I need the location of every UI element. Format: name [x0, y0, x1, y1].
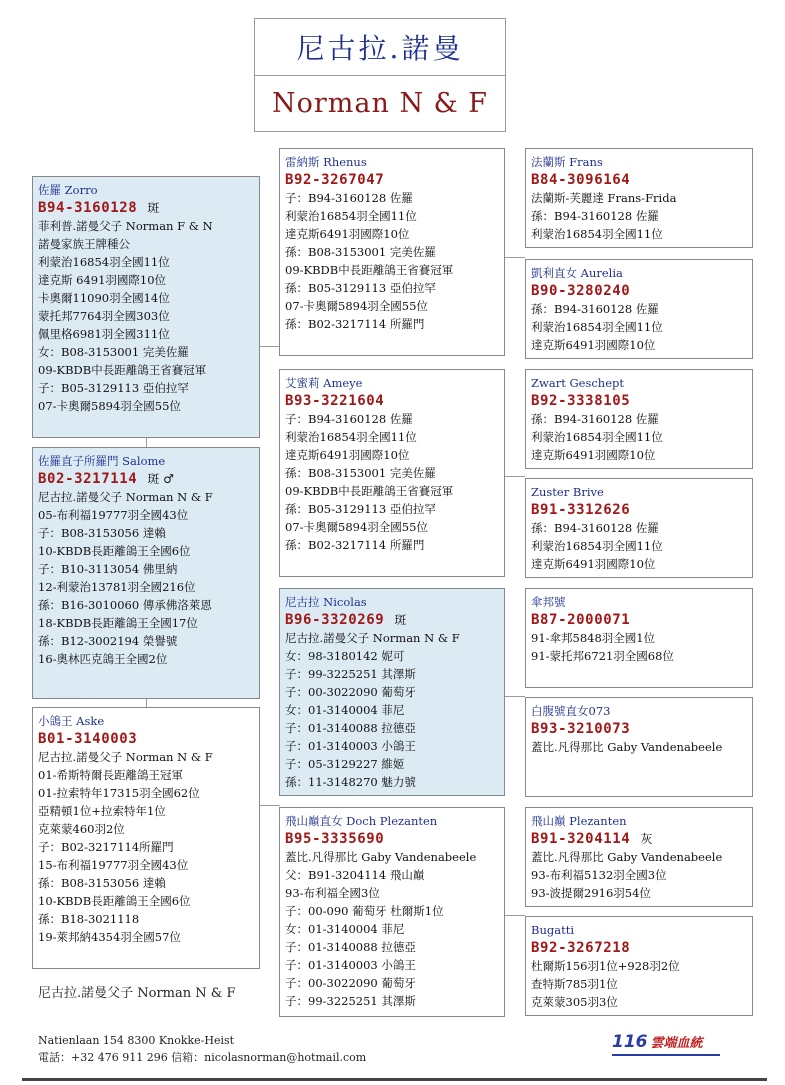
card-line: 07-卡奧爾5894羽全國55位 — [285, 299, 428, 313]
pedigree-card-plezanten — [525, 807, 753, 907]
card-name: 飛山巔直女 Doch Plezanten — [285, 814, 438, 828]
card-line: 07-卡奧爾5894羽全國55位 — [38, 399, 181, 413]
card-line: 孫：B08-3153056 達賴 — [38, 876, 166, 890]
card-line: 杜爾斯156羽1位+928羽2位 — [531, 959, 680, 973]
card-line: 孫：B94-3160128 佐羅 — [531, 302, 659, 316]
connector — [504, 696, 525, 697]
card-line: 子：00-3022090 葡萄牙 — [285, 685, 416, 699]
card-line: 法蘭斯-芙麗達 Frans-Frida — [531, 191, 677, 205]
card-line: 10-KBDB長距離鴿王全國6位 — [38, 894, 191, 908]
card-line: 孫：B18-3021118 — [38, 912, 140, 926]
card-line: 達克斯6491羽國際10位 — [531, 338, 656, 352]
connector — [504, 476, 525, 477]
title-english: Norman N & F — [271, 88, 489, 119]
card-name: 小鴿王 Aske — [38, 714, 105, 728]
card-line: 蓋比.凡得那比 Gaby Vandenabeele — [531, 740, 723, 754]
card-line: 孫：11-3148270 魅力號 — [285, 775, 416, 789]
card-line: 子：B08-3153056 達賴 — [38, 526, 166, 540]
card-ring: B93-3210073 — [531, 721, 631, 737]
card-ring: B87-2000071 — [531, 612, 631, 628]
card-line: 子：01-3140003 小鴿王 — [285, 739, 416, 753]
card-line: 利蒙治16854羽全國11位 — [285, 209, 417, 223]
card-line: 孫：B16-3010060 傳承佛洛萊恩 — [38, 598, 212, 612]
card-line: 05-布利福19777羽全國43位 — [38, 508, 189, 522]
card-line: 子：01-3140003 小鴿王 — [285, 958, 416, 972]
card-line: 01-希斯特爾長距離鴿王冠軍 — [38, 768, 184, 782]
connector — [504, 915, 525, 916]
footer-address: Natienlaan 154 8300 Knokke-Heist — [38, 1034, 235, 1047]
card-line: 19-萊邦納4354羽全國57位 — [38, 930, 181, 944]
card-lines — [285, 629, 499, 791]
card-name: 凱利直女 Aurelia — [531, 266, 623, 280]
card-line: 09-KBDB中長距離鴿王省賽冠軍 — [38, 363, 207, 377]
title-box — [254, 18, 506, 132]
card-lines — [285, 410, 499, 554]
card-line: 克萊蒙305羽3位 — [531, 995, 618, 1009]
card-line: 父：B91-3204114 飛山巔 — [285, 868, 425, 882]
card-line: 孫：B05-3129113 亞伯拉罕 — [285, 281, 436, 295]
card-line: 孫：B94-3160128 佐羅 — [531, 521, 659, 535]
pedigree-card-aske — [32, 707, 260, 969]
card-line: 利蒙治16854羽全國11位 — [531, 430, 663, 444]
card-ring: B94-3160128 斑 — [38, 200, 160, 216]
card-ring: B92-3267218 — [531, 940, 631, 956]
card-line: 子：B94-3160128 佐羅 — [285, 412, 413, 426]
pedigree-card-rhenus — [279, 148, 505, 356]
card-ring: B90-3280240 — [531, 283, 631, 299]
card-line: 子：99-3225251 其澤斯 — [285, 667, 416, 681]
card-ring: B84-3096164 — [531, 172, 631, 188]
cloud-pedigree-logo — [612, 1032, 703, 1052]
pedigree-card-nicolas — [279, 588, 505, 796]
card-line: 孫：B05-3129113 亞伯拉罕 — [285, 502, 436, 516]
card-ring: B95-3335690 — [285, 831, 385, 847]
logo-underline — [612, 1054, 720, 1056]
card-line: 女：01-3140004 菲尼 — [285, 922, 405, 936]
pedigree-card-aurelia — [525, 259, 753, 359]
pedigree-card-white — [525, 697, 753, 797]
card-line: 子：00-3022090 葡萄牙 — [285, 976, 416, 990]
card-lines — [38, 217, 254, 415]
card-line: 女：B08-3153001 完美佐羅 — [38, 345, 189, 359]
card-line: 女：98-3180142 妮可 — [285, 649, 405, 663]
card-line: 利蒙治16854羽全國11位 — [285, 430, 417, 444]
card-line: 尼古拉.諾曼父子 Norman N & F — [38, 750, 213, 764]
pedigree-card-salome — [32, 447, 260, 699]
pedigree-card-zuster-brive — [525, 478, 753, 578]
card-line: 18-KBDB長距離鴿王全國17位 — [38, 616, 198, 630]
card-ring: B96-3320269 斑 — [285, 612, 407, 628]
card-line: 尼古拉.諾曼父子 Norman N & F — [285, 631, 460, 645]
card-line: 子：B02-3217114所羅門 — [38, 840, 174, 854]
card-line: 91-傘邦5848羽全國1位 — [531, 631, 656, 645]
card-name: 佐羅 Zorro — [38, 183, 98, 197]
card-line: 達克斯 6491羽國際10位 — [38, 273, 167, 287]
logo-text: 雲端血統 — [650, 1036, 703, 1051]
card-lines — [38, 488, 254, 668]
card-line: 子：B10-3113054 佛里納 — [38, 562, 178, 576]
connector — [146, 698, 147, 707]
card-lines — [38, 748, 254, 946]
card-ring: B02-3217114 斑 ♂ — [38, 471, 174, 487]
card-name: 尼古拉 Nicolas — [285, 595, 367, 609]
card-lines — [531, 957, 747, 1011]
card-line: 子：00-090 葡萄牙 杜爾斯1位 — [285, 904, 444, 918]
card-line: 佩里格6981羽全國311位 — [38, 327, 170, 341]
card-lines — [531, 519, 747, 573]
card-line: 孫：B94-3160128 佐羅 — [531, 412, 659, 426]
card-lines — [531, 738, 747, 756]
card-name: Zwart Geschept — [531, 376, 624, 390]
card-name: 白腹號直女073 — [531, 704, 611, 718]
card-name: 傘邦號 — [531, 595, 566, 609]
card-line: 子：B94-3160128 佐羅 — [285, 191, 413, 205]
card-line: 10-KBDB長距離鴿王全國6位 — [38, 544, 191, 558]
card-line: 查特斯785羽1位 — [531, 977, 618, 991]
card-line: 孫：B02-3217114 所羅門 — [285, 538, 425, 552]
card-line: 諾曼家族王牌種公 — [38, 237, 130, 251]
pedigree-card-zorro — [32, 176, 260, 438]
card-ring: B93-3221604 — [285, 393, 385, 409]
card-line: 克萊蒙460羽2位 — [38, 822, 125, 836]
footer-loft-name: 尼古拉.諾曼父子 Norman N & F — [38, 986, 236, 1001]
card-ring: B92-3338105 — [531, 393, 631, 409]
card-line: 93-布利福5132羽全國3位 — [531, 868, 667, 882]
footer-phone-email: 電話：+32 476 911 296 信箱：nicolasnorman@hotmail.com — [38, 1051, 367, 1064]
card-line: 女：01-3140004 菲尼 — [285, 703, 405, 717]
connector — [504, 257, 525, 258]
card-name: Bugatti — [531, 923, 574, 937]
connector — [259, 346, 280, 347]
card-line: 16-奧林匹克鴿王全國2位 — [38, 652, 168, 666]
connector — [146, 437, 147, 447]
card-lines — [531, 189, 747, 243]
card-line: 93-波提爾2916羽54位 — [531, 886, 651, 900]
card-ring: B91-3204114 灰 — [531, 831, 653, 847]
card-lines — [531, 410, 747, 464]
footer-contact — [38, 1032, 366, 1066]
card-line: 孫：B02-3217114 所羅門 — [285, 317, 425, 331]
card-line: 蓋比.凡得那比 Gaby Vandenabeele — [285, 850, 477, 864]
card-name: Zuster Brive — [531, 485, 604, 499]
card-line: 子：B05-3129113 亞伯拉罕 — [38, 381, 189, 395]
card-line: 卡奧爾11090羽全國14位 — [38, 291, 170, 305]
card-ring: B01-3140003 — [38, 731, 138, 747]
card-line: 93-布利福全國3位 — [285, 886, 380, 900]
card-line: 12-利蒙治13781羽全國216位 — [38, 580, 196, 594]
pedigree-card-frans — [525, 148, 753, 248]
card-ring: B92-3267047 — [285, 172, 385, 188]
bottom-rule — [22, 1078, 767, 1081]
card-name: 法蘭斯 Frans — [531, 155, 603, 169]
card-ring: B91-3312626 — [531, 502, 631, 518]
card-lines — [531, 848, 747, 902]
card-line: 09-KBDB中長距離鴿王省賽冠軍 — [285, 263, 454, 277]
card-line: 孫：B08-3153001 完美佐羅 — [285, 466, 436, 480]
logo-number: 116 — [612, 1032, 648, 1052]
card-line: 菲利普.諾曼父子 Norman F & N — [38, 219, 213, 233]
card-line: 蒙托邦7764羽全國303位 — [38, 309, 170, 323]
title-chinese: 尼古拉.諾曼 — [255, 19, 505, 76]
card-line: 利蒙治16854羽全國11位 — [38, 255, 170, 269]
card-line: 09-KBDB中長距離鴿王省賽冠軍 — [285, 484, 454, 498]
card-line: 15-布利福19777羽全國43位 — [38, 858, 189, 872]
pedigree-card-ameye — [279, 369, 505, 577]
card-line: 利蒙治16854羽全國11位 — [531, 320, 663, 334]
pedigree-card-zwart-geschept — [525, 369, 753, 469]
card-lines — [531, 629, 747, 665]
card-line: 達克斯6491羽國際10位 — [531, 448, 656, 462]
card-line: 07-卡奧爾5894羽全國55位 — [285, 520, 428, 534]
card-line: 子：01-3140088 拉德亞 — [285, 940, 416, 954]
card-lines — [285, 848, 499, 1010]
card-lines — [531, 300, 747, 354]
connector — [259, 805, 280, 806]
card-line: 達克斯6491羽國際10位 — [285, 448, 410, 462]
card-name: 艾蜜莉 Ameye — [285, 376, 363, 390]
pedigree-card-doch-plezanten — [279, 807, 505, 1017]
card-line: 達克斯6491羽國際10位 — [531, 557, 656, 571]
card-line: 01-拉索特年17315羽全國62位 — [38, 786, 200, 800]
card-name: 雷納斯 Rhenus — [285, 155, 367, 169]
card-name: 飛山巔 Plezanten — [531, 814, 627, 828]
card-line: 利蒙治16854羽全國11位 — [531, 539, 663, 553]
card-line: 達克斯6491羽國際10位 — [285, 227, 410, 241]
card-line: 孫：B08-3153001 完美佐羅 — [285, 245, 436, 259]
card-line: 子：01-3140088 拉德亞 — [285, 721, 416, 735]
pedigree-card-bugatti — [525, 916, 753, 1016]
card-line: 亞精頓1位+拉索特年1位 — [38, 804, 166, 818]
card-line: 孫：B12-3002194 榮譽號 — [38, 634, 178, 648]
pedigree-card-bang — [525, 588, 753, 688]
card-line: 91-蒙托邦6721羽全國68位 — [531, 649, 674, 663]
card-name: 佐羅直子所羅門 Salome — [38, 454, 166, 468]
card-lines — [285, 189, 499, 333]
card-line: 蓋比.凡得那比 Gaby Vandenabeele — [531, 850, 723, 864]
card-line: 子：05-3129227 維姬 — [285, 757, 405, 771]
card-line: 子：99-3225251 其澤斯 — [285, 994, 416, 1008]
card-line: 孫：B94-3160128 佐羅 — [531, 209, 659, 223]
card-line: 利蒙治16854羽全國11位 — [531, 227, 663, 241]
card-line: 尼古拉.諾曼父子 Norman N & F — [38, 490, 213, 504]
